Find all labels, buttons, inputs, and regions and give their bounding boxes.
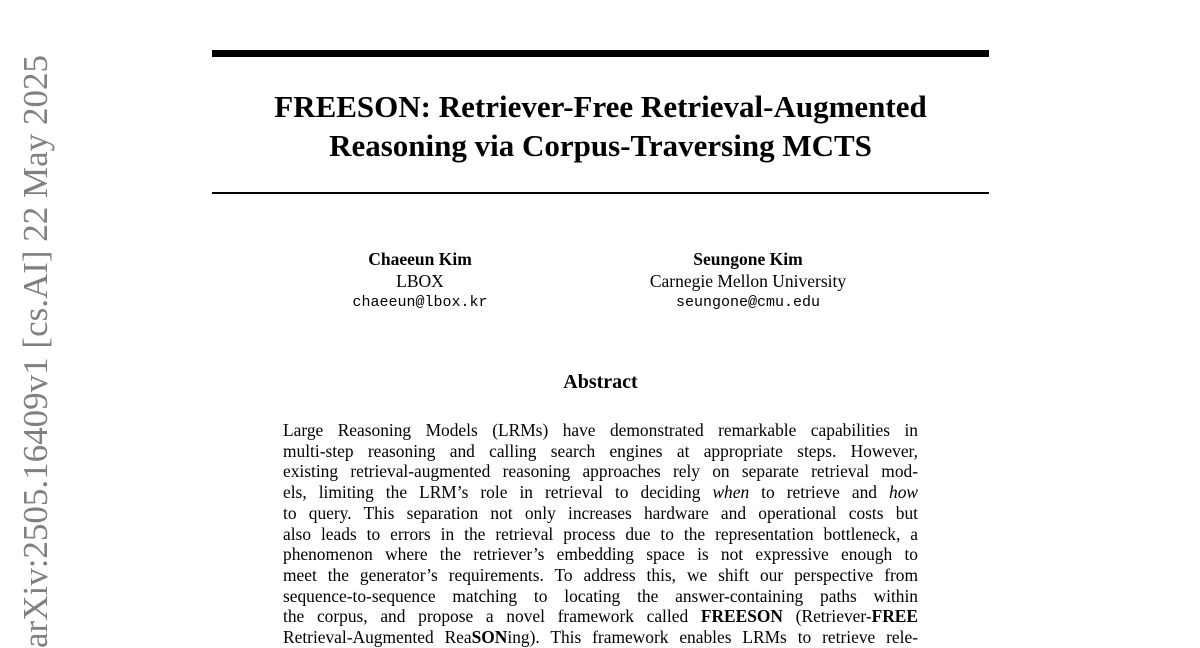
author-name: Seungone Kim <box>693 249 803 269</box>
abstract-line: meet the generator’s requirements. To address this, we shift our perspective from <box>283 564 918 585</box>
abstract-line <box>283 606 918 627</box>
abstract-line: sequence-to-sequence matching to locating the answer-containing paths within <box>283 585 918 606</box>
abstract-emphasis-how: how <box>889 482 918 503</box>
paper-title-line-1: FREESON: Retriever-Free Retrieval-Augmented <box>274 89 927 124</box>
abstract-text: to retrieve and <box>749 482 890 503</box>
paper-title <box>212 87 989 165</box>
abstract-line: multi-step reasoning and calling search engines at appropriate steps. However, <box>283 440 918 461</box>
framework-acronym-son: SON <box>471 627 508 648</box>
abstract-line <box>283 627 918 648</box>
framework-name: FREESON <box>700 606 783 627</box>
abstract-line <box>283 482 918 503</box>
abstract-heading: Abstract <box>563 371 638 393</box>
abstract-line: existing retrieval-augmented reasoning approaches rely on separate retrieval mod- <box>283 461 918 482</box>
abstract-line: to query. This separation not only increases hardware and operational costs but <box>283 502 918 523</box>
title-rule <box>212 192 989 194</box>
author-affiliation: Carnegie Mellon University <box>649 271 847 291</box>
abstract-text: (Retriever- <box>782 606 872 627</box>
author-affiliation: LBOX <box>396 271 444 291</box>
author-name: Chaeeun Kim <box>368 249 472 269</box>
abstract-text: the corpus, and propose a novel framework called <box>283 606 701 627</box>
paper-title-line-2: Reasoning via Corpus-Traversing MCTS <box>329 128 872 163</box>
abstract-text: Retrieval-Augmented Rea <box>283 627 472 648</box>
abstract-body <box>283 420 918 648</box>
top-rule <box>212 50 989 57</box>
author-block-2 <box>598 248 898 314</box>
author-block-1 <box>320 248 520 314</box>
abstract-line: also leads to errors in the retrieval process due to the representation bottleneck, a <box>283 523 918 544</box>
author-email[interactable]: chaeeun@lbox.kr <box>352 294 488 311</box>
abstract-line: phenomenon where the retriever’s embedding space is not expressive enough to <box>283 544 918 565</box>
arxiv-identifier-stamp: arXiv:2505.16409v1 [cs.AI] 22 May 2025 <box>16 55 55 648</box>
abstract-text: ing). This framework enables LRMs to retrieve rele- <box>507 627 918 648</box>
author-email[interactable]: seungone@cmu.edu <box>675 294 821 311</box>
abstract-line: Large Reasoning Models (LRMs) have demonstrated remarkable capabilities in <box>283 420 918 440</box>
framework-acronym-free: FREE <box>871 606 918 627</box>
abstract-text: els, limiting the LRM’s role in retrieval to deciding <box>283 482 713 503</box>
abstract-emphasis-when: when <box>712 482 750 503</box>
